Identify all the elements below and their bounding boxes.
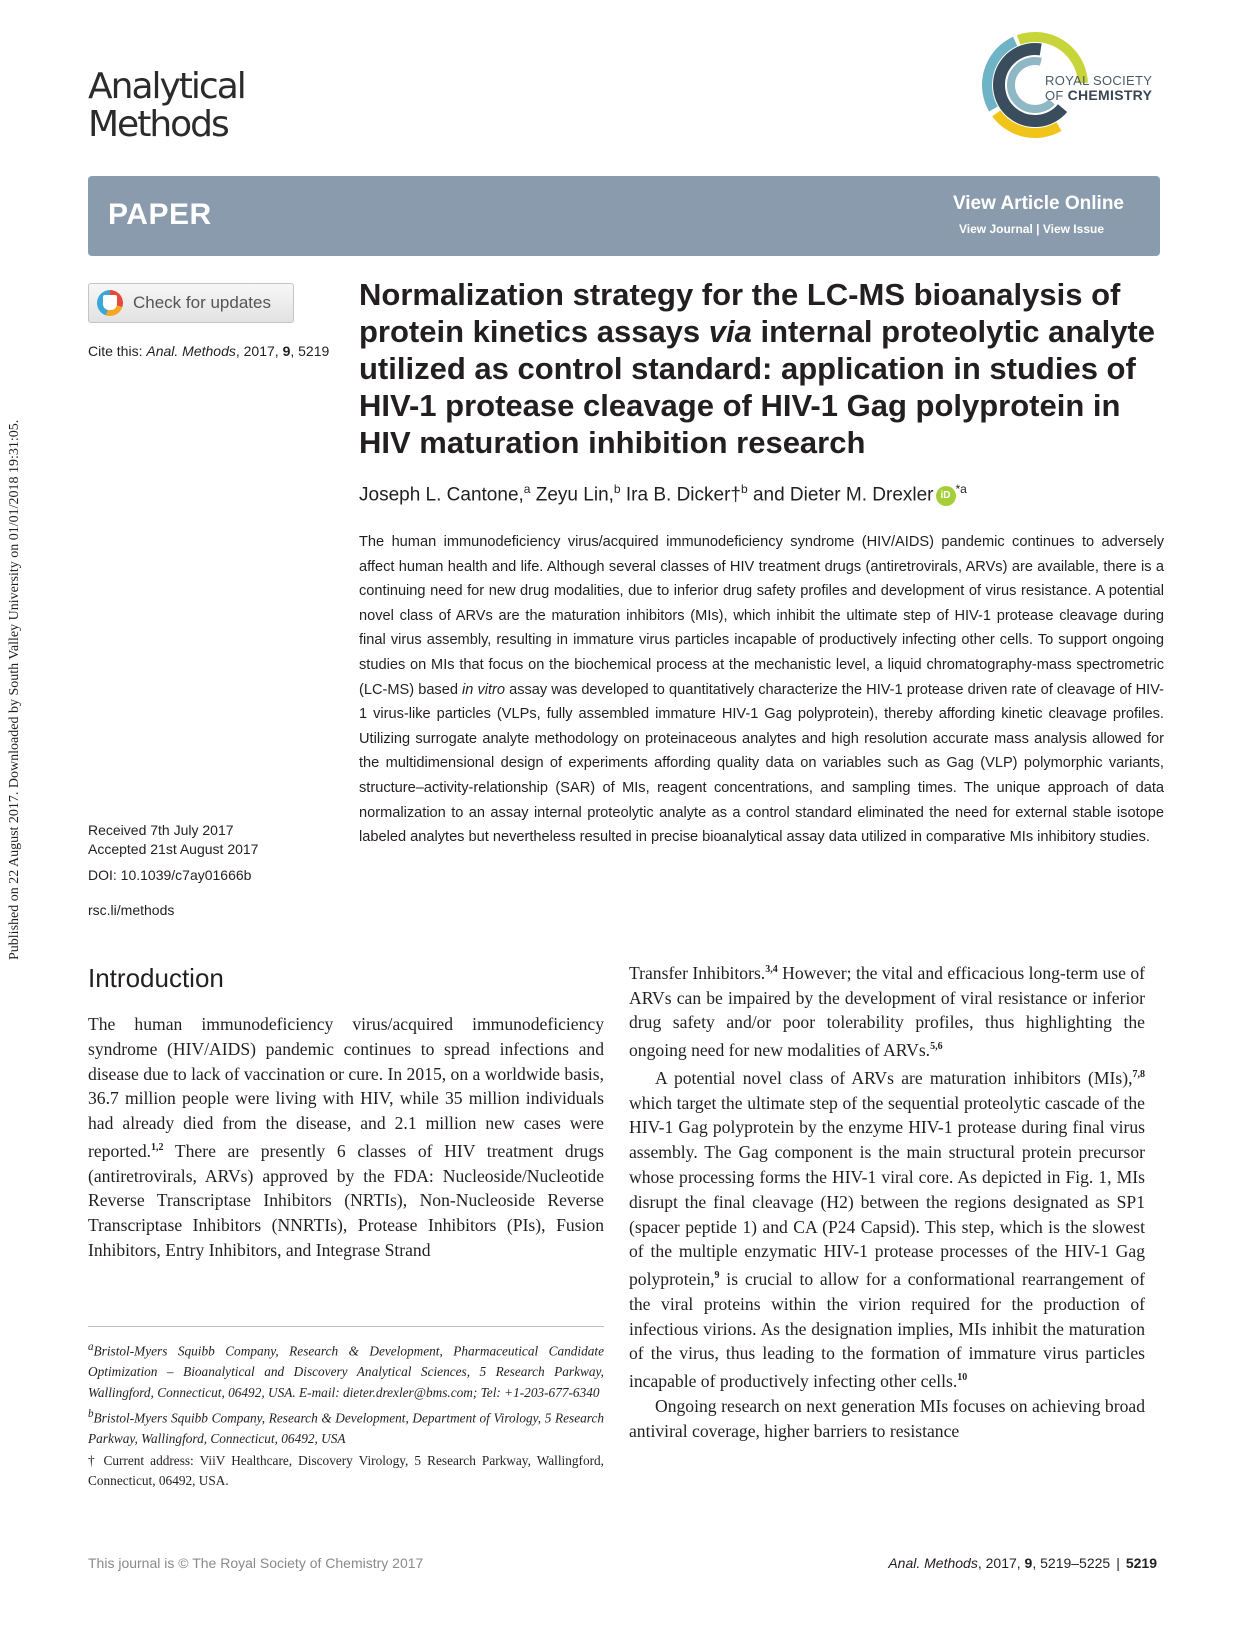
cite-page: , 5219: [290, 343, 330, 359]
author-name[interactable]: Ira B. Dicker†: [620, 484, 741, 506]
author-affiliation-mark: b: [740, 482, 748, 496]
footer-separator: |: [1116, 1555, 1120, 1571]
footer-volume: 9: [1024, 1555, 1033, 1571]
reference-link[interactable]: 7,8: [1132, 1068, 1145, 1080]
title-italic: via: [708, 314, 752, 349]
article-banner: [88, 176, 1160, 256]
author-name[interactable]: Zeyu Lin,: [530, 484, 614, 506]
paragraph-text: There are presently 6 classes of HIV treatment drugs (antiretrovirals, ARVs) approved by the FDA: Nucleoside/Nucleotide Reverse Transcriptase Inhibitors (NRTIs), Non-Nucleoside Reverse Transcriptase Inhibitors (NNRTIs), Protease Inhibitors (PIs), Fusion Inhibitors, Entry Inhibitors, and Integrase Strand: [88, 1140, 604, 1261]
body-column-right: [629, 958, 1145, 1443]
paragraph: Ongoing research on next generation MIs focuses on achieving broad antiviral coverage, higher barriers to resistance: [629, 1395, 1145, 1441]
footnote-current-address: † Current address: ViiV Healthcare, Discovery Virology, 5 Research Parkway, Wallingford, Connecticut, 06492, USA.: [88, 1452, 604, 1489]
paragraph-text: The human immunodeficiency virus/acquired immunodeficiency syndrome (HIV/AIDS) pandemic continues to spread infections and disease due to lack of vaccination or cure. In 2015, on a worldwide basis, 36.7 million people were living with HIV, while 35 million individuals had already died from the disease, and 2.1 million new cases were reported.: [88, 1014, 604, 1161]
reference-link[interactable]: 3,4: [765, 964, 778, 975]
rsc-wordmark-line1: ROYAL SOCIETY: [1045, 73, 1153, 88]
section-heading: Introduction: [88, 963, 224, 993]
footnote-affiliation-a: [88, 1337, 604, 1403]
check-for-updates-label: Check for updates: [133, 293, 271, 312]
page-footer: [888, 1555, 1157, 1571]
author-name[interactable]: and Dieter M. Drexler: [747, 484, 934, 506]
check-for-updates-button[interactable]: [88, 283, 294, 323]
paragraph: [629, 958, 1145, 1063]
journal-link[interactable]: rsc.li/methods: [88, 902, 175, 918]
footer-pages: , 5219–5225: [1032, 1555, 1111, 1571]
paragraph: [629, 1063, 1145, 1394]
banner-links: [959, 222, 1104, 236]
title-part1: Normalization strategy for the LC-MS bioanalysis of protein kinetics assays: [359, 277, 1121, 349]
author-list: [359, 482, 1164, 506]
cite-journal: Anal. Methods: [146, 343, 236, 359]
rsc-wordmark-chemistry: CHEMISTRY: [1067, 87, 1153, 103]
view-journal-link[interactable]: View Journal: [958, 222, 1033, 236]
paragraph-text: A potential novel class of ARVs are maturation inhibitors (MIs),: [655, 1067, 1133, 1088]
accepted-date: Accepted 21st August 2017: [88, 841, 259, 857]
abstract: [359, 530, 1164, 850]
received-date: Received 7th July 2017: [88, 822, 234, 838]
author-affiliation-mark: *a: [955, 482, 967, 496]
reference-link[interactable]: 1,2: [151, 1141, 164, 1153]
download-stamp: Published on 22 August 2017. Downloaded by South Valley University on 01/01/2018 19:31:05.: [7, 419, 22, 960]
paragraph: [88, 1012, 604, 1263]
cite-prefix: Cite this:: [88, 343, 143, 359]
footnote-text: Bristol-Myers Squibb Company, Research & Development, Department of Virology, 5 Research Parkway, Wallingford, Connecticut, 06492, USA: [88, 1410, 604, 1447]
author-name[interactable]: Joseph L. Cantone,: [359, 484, 524, 506]
copyright-footer: This journal is © The Royal Society of Chemistry 2017: [88, 1555, 424, 1571]
doi[interactable]: DOI: 10.1039/c7ay01666b: [88, 867, 252, 883]
rsc-wordmark: [1045, 74, 1152, 103]
footer-year: , 2017,: [977, 1555, 1025, 1571]
reference-link[interactable]: 9: [714, 1270, 720, 1282]
paragraph-text: is crucial to allow for a conformational rearrangement of the viral proteins within the virion required for the production of infectious virions. As the designation implies, MIs inhibit the maturation of the virus, thus leading to the formation of immature virus particles incapable of productively infecting other cells.: [629, 1269, 1145, 1392]
paragraph-text: which target the ultimate step of the sequential proteolytic cascade of the HIV-1 Gag polyprotein by the enzyme HIV-1 protease during final virus assembly. The Gag component is the main structural protein precursor whose processing forms the HIV-1 viral core. As depicted in Fig. 1, MIs disrupt the final cleavage (H2) between the regions designated as SP1 (spacer peptide 1) and CA (P24 Capsid). This step, which is the slowest of the multiple enzymatic HIV-1 protease processes of the HIV-1 Gag polyprotein,: [629, 1092, 1145, 1289]
view-issue-link[interactable]: View Issue: [1042, 222, 1104, 236]
author-affiliation-mark: a: [523, 482, 531, 496]
citation-line: [88, 343, 329, 359]
dates-block: [88, 821, 258, 859]
reference-link[interactable]: 5,6: [930, 1041, 943, 1053]
abstract-text: The human immunodeficiency virus/acquired immunodeficiency syndrome (HIV/AIDS) pandemic continues to adversely affect human health and life. Although several classes of HIV treatment drugs (antiretrovirals, ARVs) are available, there is a continuing need for new drug modalities, due to inferior drug safety profiles and development of virus resistance. A potential novel class of ARVs are the maturation inhibitors (MIs), which inhibit the ultimate step of HIV-1 protease cleavage during final virus assembly, resulting in immature virus particles incapable of productively infecting other cells. To support ongoing studies on MIs that focus on the biochemical process at the mechanistic level, a liquid chromatography-mass spectrometric (LC-MS) based: [359, 534, 1164, 698]
journal-name-line1: Analytical: [88, 66, 245, 107]
footer-journal: Anal. Methods: [888, 1555, 978, 1571]
footnote-mark: a: [88, 1341, 94, 1353]
cite-year: , 2017,: [235, 343, 283, 359]
author-affiliation-mark: b: [613, 482, 621, 496]
journal-logo: [88, 68, 245, 144]
reference-link[interactable]: 10: [957, 1372, 968, 1384]
bookmark-icon: [97, 290, 123, 316]
page-number: 5219: [1125, 1555, 1157, 1571]
orcid-icon[interactable]: iD: [936, 486, 956, 506]
footnote-divider: [88, 1326, 604, 1327]
article-type-label: PAPER: [108, 198, 212, 231]
paragraph-text: Transfer Inhibitors.: [629, 962, 766, 983]
article-title: [359, 276, 1164, 461]
title-part2: internal proteolytic analyte utilized as control standard: application in studies of HIV-1 protease cleavage of HIV-1 Gag polyprotein in HIV maturation inhibition research: [359, 314, 1155, 460]
cite-volume: 9: [282, 343, 291, 359]
rsc-wordmark-of: OF: [1045, 88, 1064, 103]
view-article-online-link[interactable]: View Article Online: [952, 193, 1124, 214]
link-separator: |: [1036, 222, 1040, 236]
body-column-left: [88, 1012, 604, 1263]
paragraph-text: However; the vital and efficacious long-term use of ARVs can be impaired by the development of viral resistance or inferior drug safety and/or poor tolerability profiles, thus highlighting the ongoing need for new modalities of ARVs.: [629, 962, 1145, 1061]
journal-name-line2: Methods: [88, 104, 228, 145]
footnotes: [88, 1337, 604, 1493]
footnote-affiliation-b: [88, 1404, 604, 1450]
abstract-text: assay was developed to quantitatively characterize the HIV-1 protease driven rate of cleavage of HIV-1 virus-like particles (VLPs, fully assembled immature HIV-1 Gag polyprotein), thereby affording kinetic cleavage profiles. Utilizing surrogate analyte methodology on proteinaceous analytes and high resolution accurate mass analysis allowed for the multidimensional design of experiments affording quality data on variables such as Gag (VLP) polymorphic variants, structure–activity-relationship (SAR) of MIs, reagent concentrations, and sampling times. The unique approach of data normalization to an assay internal proteolytic analyte as a control standard eliminated the need for external stable isotope labeled analytes but nevertheless resulted in precise bioanalytical assay data utilized in comparative MIs inhibitory studies.: [359, 681, 1164, 846]
rsc-logo: [985, 32, 1160, 142]
abstract-italic: in vitro: [462, 681, 506, 698]
footnote-text: Bristol-Myers Squibb Company, Research & Development, Pharmaceutical Candidate Optimization – Bioanalytical and Discovery Analytical Sciences, 5 Research Parkway, Wallingford, Connecticut, 06492, USA. E-mail: dieter.drexler@bms.com; Tel: +1-203-677-6340: [88, 1343, 604, 1400]
footnote-mark: b: [88, 1408, 94, 1421]
